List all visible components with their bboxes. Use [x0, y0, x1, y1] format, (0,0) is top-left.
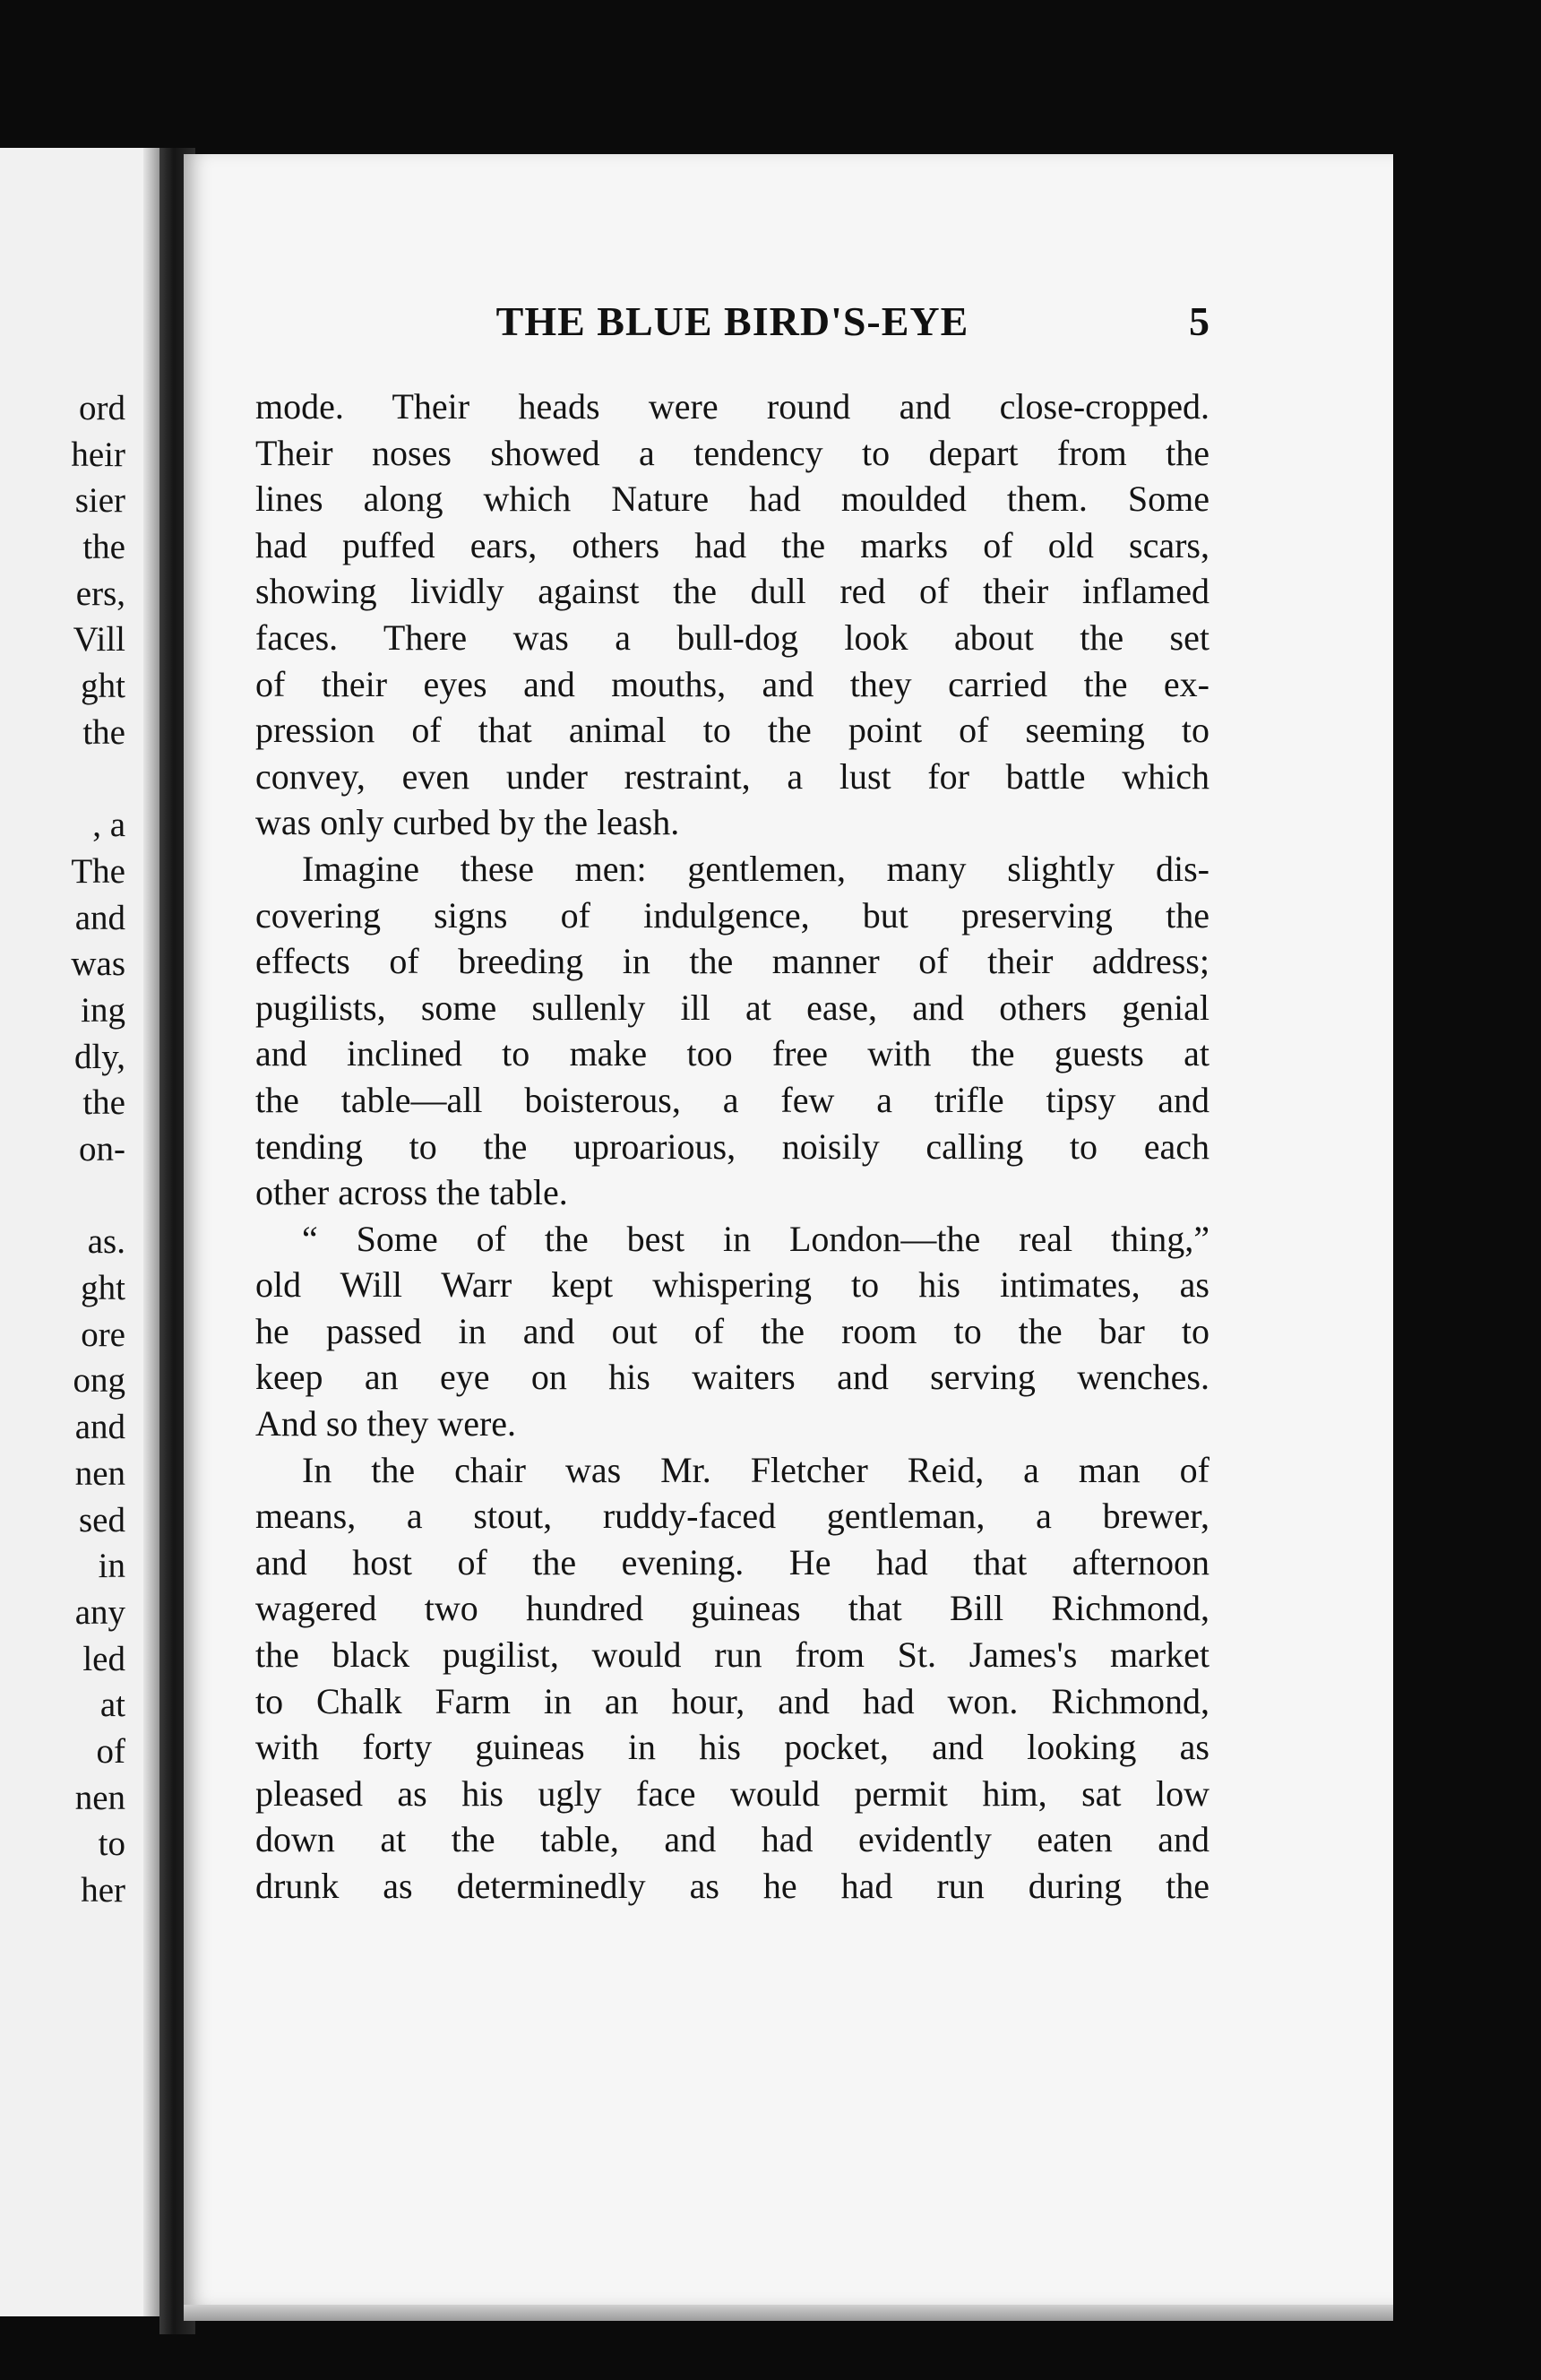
text-line: means, a stout, ruddy-faced gentleman, a brewer,: [255, 1496, 1210, 1537]
text-line: keep an eye on his waiters and serving wenches.: [255, 1357, 1210, 1398]
text-line: Imagine these men: gentlemen, many slightly dis-: [302, 848, 1210, 889]
text-line: the black pugilist, would run from St. James's market: [255, 1634, 1210, 1676]
left-line: dly,: [73, 1037, 125, 1076]
body-text: [255, 384, 1210, 1910]
text-line: old Will Warr kept whispering to his intimates, as: [255, 1264, 1210, 1306]
text-line: tending to the uproarious, noisily calling to each: [255, 1125, 1210, 1167]
paragraph: [255, 384, 1210, 846]
text-line: And so they were.: [255, 1403, 517, 1444]
left-line: [0, 1173, 125, 1220]
left-line: sier: [74, 481, 125, 521]
left-line: at: [99, 1686, 125, 1725]
text-line: drunk as determinedly as he had run during the: [255, 1866, 1210, 1906]
left-line: was: [71, 944, 125, 984]
left-line: to: [98, 1824, 125, 1864]
text-line: and inclined to make too free with the guests at: [255, 1033, 1210, 1074]
left-line: led: [82, 1639, 125, 1678]
left-line: , a: [92, 806, 125, 845]
left-line: heir: [71, 435, 125, 474]
text-line: was only curbed by the leash.: [255, 802, 680, 843]
text-line: and host of the evening. He had that afternoon: [255, 1541, 1210, 1582]
left-line: [0, 756, 125, 803]
left-line: and: [74, 1408, 125, 1447]
text-line: showing lividly against the dull red of their inflamed: [255, 571, 1210, 612]
page-bottom-edge: [184, 2305, 1393, 2321]
left-line: the: [82, 712, 125, 752]
left-line: Vill: [73, 620, 125, 660]
text-line: covering signs of indulgence, but preserving the: [255, 894, 1210, 936]
left-line: nen: [74, 1778, 125, 1817]
text-line: with forty guineas in his pocket, and looking as: [255, 1727, 1210, 1768]
paragraph: [255, 846, 1210, 1216]
left-gutter-shadow: [143, 148, 159, 2316]
text-line: effects of breeding in the manner of their address;: [255, 941, 1210, 982]
left-line: the: [82, 528, 125, 567]
text-line: mode. Their heads were round and close-cropped.: [255, 386, 1210, 427]
text-line: other across the table.: [255, 1172, 568, 1213]
left-line: ong: [73, 1361, 125, 1401]
left-line: ers,: [75, 573, 125, 613]
text-line: convey, even under restraint, a lust for battle which: [255, 755, 1210, 797]
left-line: ord: [79, 389, 125, 427]
left-line: ing: [81, 990, 125, 1030]
left-line: sed: [79, 1500, 125, 1539]
text-line: pleased as his ugly face would permit him, sat low: [255, 1772, 1210, 1814]
left-line: ore: [81, 1315, 125, 1354]
left-line: the: [82, 1083, 125, 1123]
page-number: 5: [1189, 298, 1210, 344]
text-line: to Chalk Farm in an hour, and had won. Richmond,: [255, 1680, 1210, 1721]
paragraph: [255, 1447, 1210, 1910]
left-page: [0, 148, 159, 2316]
left-line: and: [74, 898, 125, 937]
text-line: he passed in and out of the room to the bar to: [255, 1310, 1210, 1351]
left-line: as.: [87, 1222, 125, 1262]
left-line: The: [71, 851, 125, 891]
text-line: the table—all boisterous, a few a trifle tipsy and: [255, 1079, 1210, 1120]
text-block: [255, 298, 1210, 1910]
text-line: down at the table, and had evidently eaten and: [255, 1819, 1210, 1860]
text-line: of their eyes and mouths, and they carried the ex-: [255, 663, 1210, 704]
left-line: ght: [81, 667, 125, 706]
text-line: faces. There was a bull-dog look about the set: [255, 617, 1210, 658]
paragraph: [255, 1216, 1210, 1447]
text-line: “ Some of the best in London—the real thing,”: [302, 1218, 1210, 1259]
left-line: on-: [79, 1130, 125, 1168]
left-page-text: [0, 385, 125, 1914]
text-line: pugilists, some sullenly ill at ease, and others genial: [255, 987, 1210, 1028]
left-line: any: [74, 1592, 125, 1632]
running-title: THE BLUE BIRD'S-EYE: [495, 298, 969, 344]
text-line: had puffed ears, others had the marks of old scars,: [255, 524, 1210, 565]
left-line: in: [98, 1547, 125, 1586]
left-line: ght: [81, 1269, 125, 1308]
text-line: In the chair was Mr. Fletcher Reid, a man of: [302, 1449, 1210, 1490]
text-line: wagered two hundred guineas that Bill Richmond,: [255, 1588, 1210, 1629]
text-line: Their noses showed a tendency to depart from the: [255, 432, 1210, 473]
text-line: pression of that animal to the point of seeming to: [255, 710, 1210, 751]
running-head: [255, 298, 1210, 360]
text-line: lines along which Nature had moulded them. Some: [255, 479, 1210, 520]
left-line: of: [96, 1731, 125, 1771]
left-line: nen: [74, 1453, 125, 1493]
left-line: her: [81, 1871, 125, 1910]
right-page: [184, 154, 1393, 2305]
